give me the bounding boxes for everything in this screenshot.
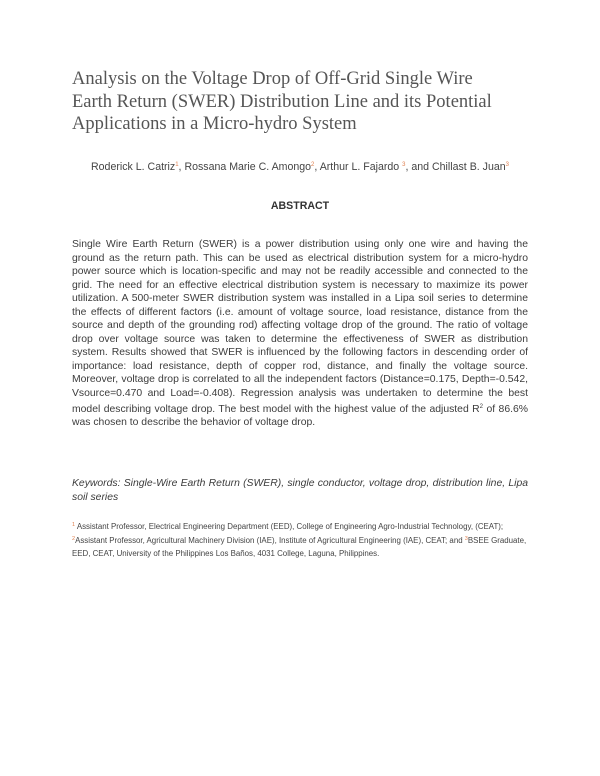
author-affiliation-mark: 3 [402,162,406,168]
author-affiliation-mark: 1 [175,162,179,168]
author-separator: , [178,161,185,173]
author-separator: , [314,161,320,173]
r-squared-superscript: 2 [479,403,484,410]
author-name: Rossana Marie C. Amongo [184,161,312,173]
affiliation-footnote [72,519,532,560]
author-list [72,158,528,175]
footnote-text: Assistant Professor, Agricultural Machinery Division (IAE), Institute of Agricultural Engineering (IAE), CEAT; and [75,536,465,546]
footnote-text: Assistant Professor, Electrical Engineering Department (EED), College of Engineering Agro-Industrial Technology, (CEAT); [75,522,504,531]
author-affiliation-mark: 3 [505,162,509,168]
author-name: Chillast B. Juan [432,161,506,173]
footnote-mark: 3 [464,536,468,543]
paper-title: Analysis on the Voltage Drop of Off-Grid Single Wire Earth Return (SWER) Distribution Line and its Potential Applications in a Micro-hydro System [72,69,492,134]
footnote-text: BSEE Graduate, EED, CEAT, University of the Philippines Los Baños, 4031 College, Laguna, Philippines. [72,536,527,559]
author-joiner: and [411,161,433,173]
abstract-body [72,238,528,430]
author-name: Roderick L. Catriz [91,161,176,173]
footnote-mark: 2 [72,536,76,543]
author-affiliation-mark: 2 [311,162,315,168]
keywords: Keywords: Single-Wire Earth Return (SWER), single conductor, voltage drop, distribution line, Lipa soil series [72,478,528,503]
author-separator: , [405,161,412,173]
footnote-mark: 1 [72,522,76,528]
abstract-text: Single Wire Earth Return (SWER) is a power distribution using only one wire and having the ground as the return path. This can be used as electrical distribution system for a micro-hydro power source which is location-specific and may not be readily accessible and connected to the grid. The need for an effective electrical distribution system is necessary to maximize its power utilization. A 500-meter SWER distribution system was installed in a Lipa soil series to determine the effects of different factors (i.e. amount of voltage source, load resistance, distance from the source and depth of the grounding rod) affecting voltage drop of the ground. The ratio of voltage drop over voltage source was taken to determine the effectiveness of SWER as distribution system. Results showed that SWER is influenced by the following factors in descending order of importance: load resistance, depth of copper rod, distance, and finally the voltage source. Moreover, voltage drop is correlated to all the independent factors (Distance=0.175, Depth=-0.542, Vsource=0.470 and Load=-0.408). Regression analysis was undertaken to determine the best model describing voltage drop. The best model with the highest value of the adjusted R [72,239,528,415]
abstract-text-end: of 86.6% was chosen to describe the behavior of voltage drop. [72,403,528,429]
author-name: Arthur L. Fajardo [319,161,400,173]
abstract-heading: ABSTRACT [270,200,330,212]
